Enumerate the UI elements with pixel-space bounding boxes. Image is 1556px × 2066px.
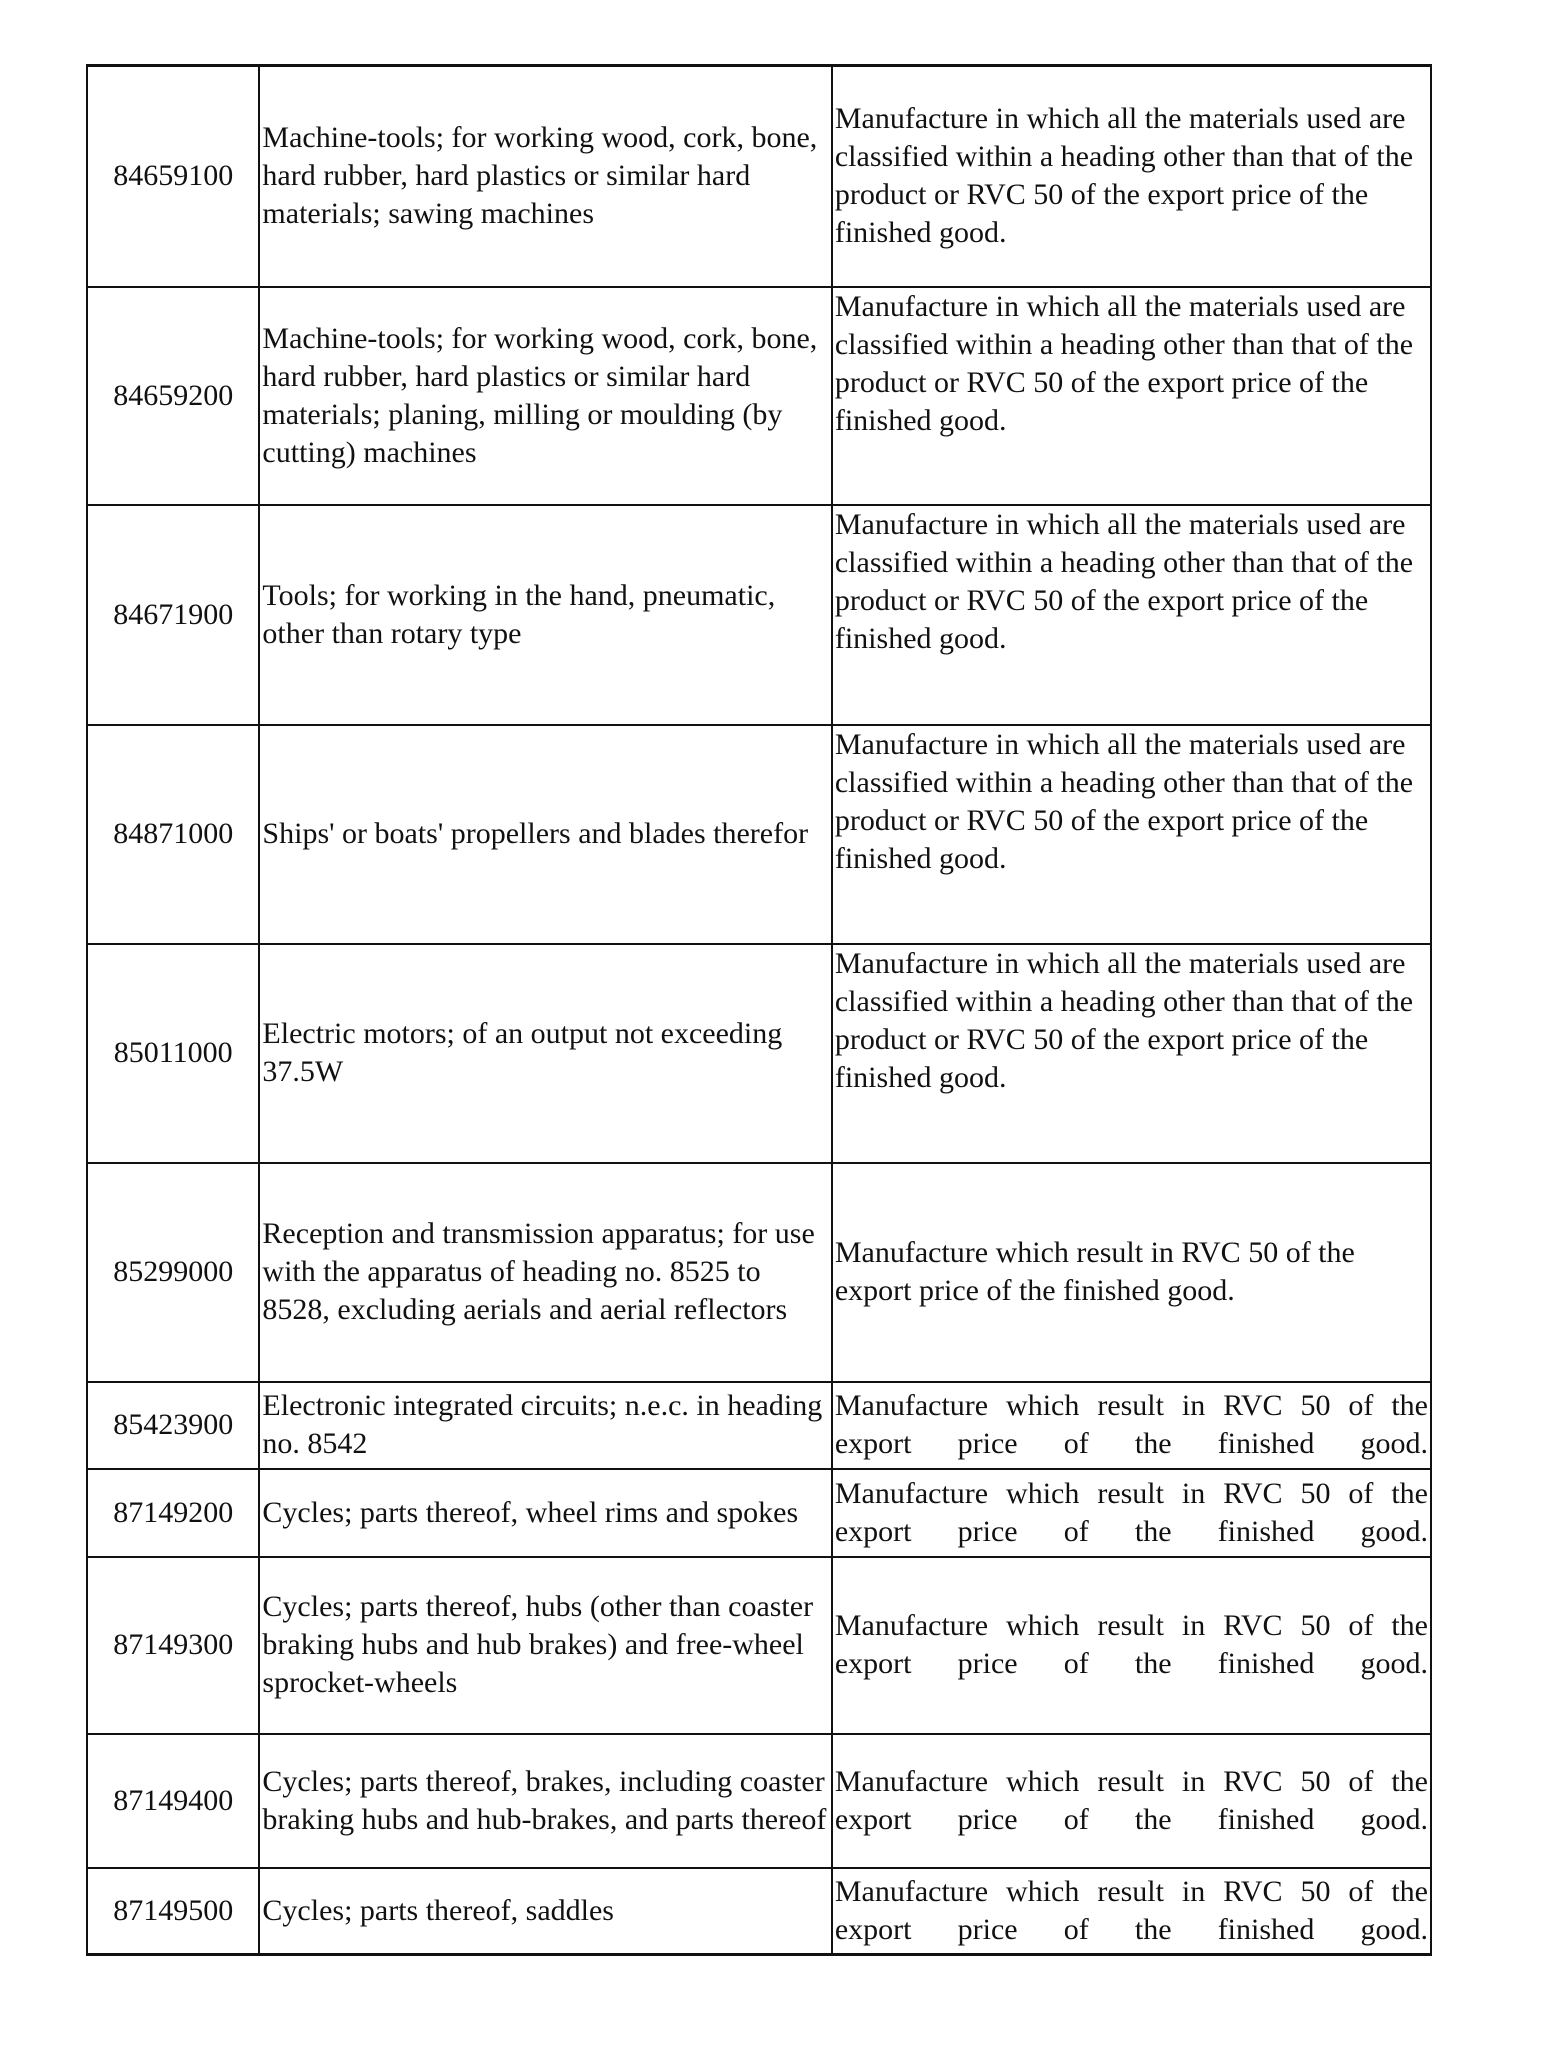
rule-cell: Manufacture in which all the materials used are classified within a heading other than that of the product or RVC 50 of the export price of the finished good. <box>832 725 1431 944</box>
rule-cell: Manufacture in which all the materials used are classified within a heading other than that of the product or RVC 50 of the export price of the finished good. <box>832 505 1431 725</box>
table-row <box>87 1163 1431 1382</box>
description-cell: Machine-tools; for working wood, cork, bone, hard rubber, hard plastics or similar hard materials; planing, milling or moulding (by cutting) machines <box>259 287 831 505</box>
table-row <box>87 287 1431 505</box>
hs-code-cell: 85423900 <box>87 1382 259 1469</box>
description-cell: Ships' or boats' propellers and blades therefor <box>259 725 831 944</box>
hs-code-cell: 84871000 <box>87 725 259 944</box>
hs-code-cell: 87149400 <box>87 1734 259 1868</box>
rule-cell: Manufacture which result in RVC 50 of the export price of the finished good. <box>832 1557 1431 1734</box>
table-row <box>87 1382 1431 1469</box>
hs-code-cell: 85011000 <box>87 944 259 1163</box>
rule-cell: Manufacture which result in RVC 50 of the export price of the finished good. <box>832 1382 1431 1469</box>
table-row <box>87 66 1431 287</box>
rules-of-origin-table <box>86 64 1432 1956</box>
table-row <box>87 1469 1431 1557</box>
rule-cell: Manufacture in which all the materials used are classified within a heading other than that of the product or RVC 50 of the export price of the finished good. <box>832 287 1431 505</box>
rule-cell: Manufacture which result in RVC 50 of the export price of the finished good. <box>832 1734 1431 1868</box>
hs-code-cell: 87149300 <box>87 1557 259 1734</box>
rule-cell: Manufacture in which all the materials used are classified within a heading other than that of the product or RVC 50 of the export price of the finished good. <box>832 944 1431 1163</box>
description-cell: Electric motors; of an output not exceeding 37.5W <box>259 944 831 1163</box>
table-row <box>87 505 1431 725</box>
hs-code-cell: 87149200 <box>87 1469 259 1557</box>
hs-code-cell: 84659100 <box>87 66 259 287</box>
hs-code-cell: 85299000 <box>87 1163 259 1382</box>
rule-cell: Manufacture in which all the materials used are classified within a heading other than that of the product or RVC 50 of the export price of the finished good. <box>832 66 1431 287</box>
description-cell: Electronic integrated circuits; n.e.c. in heading no. 8542 <box>259 1382 831 1469</box>
description-cell: Tools; for working in the hand, pneumatic, other than rotary type <box>259 505 831 725</box>
rule-cell: Manufacture which result in RVC 50 of the export price of the finished good. <box>832 1163 1431 1382</box>
hs-code-cell: 87149500 <box>87 1868 259 1955</box>
description-cell: Cycles; parts thereof, hubs (other than coaster braking hubs and hub brakes) and free-wheel sprocket-wheels <box>259 1557 831 1734</box>
table-row <box>87 725 1431 944</box>
hs-code-cell: 84659200 <box>87 287 259 505</box>
hs-code-cell: 84671900 <box>87 505 259 725</box>
description-cell: Cycles; parts thereof, saddles <box>259 1868 831 1955</box>
description-cell: Cycles; parts thereof, wheel rims and spokes <box>259 1469 831 1557</box>
description-cell: Cycles; parts thereof, brakes, including coaster braking hubs and hub-brakes, and parts thereof <box>259 1734 831 1868</box>
description-cell: Reception and transmission apparatus; for use with the apparatus of heading no. 8525 to 8528, excluding aerials and aerial reflectors <box>259 1163 831 1382</box>
rule-cell: Manufacture which result in RVC 50 of the export price of the finished good. <box>832 1469 1431 1557</box>
table-row <box>87 1734 1431 1868</box>
rule-cell: Manufacture which result in RVC 50 of the export price of the finished good. <box>832 1868 1431 1955</box>
table-row <box>87 1868 1431 1955</box>
description-cell: Machine-tools; for working wood, cork, bone, hard rubber, hard plastics or similar hard materials; sawing machines <box>259 66 831 287</box>
table-row <box>87 944 1431 1163</box>
table-row <box>87 1557 1431 1734</box>
